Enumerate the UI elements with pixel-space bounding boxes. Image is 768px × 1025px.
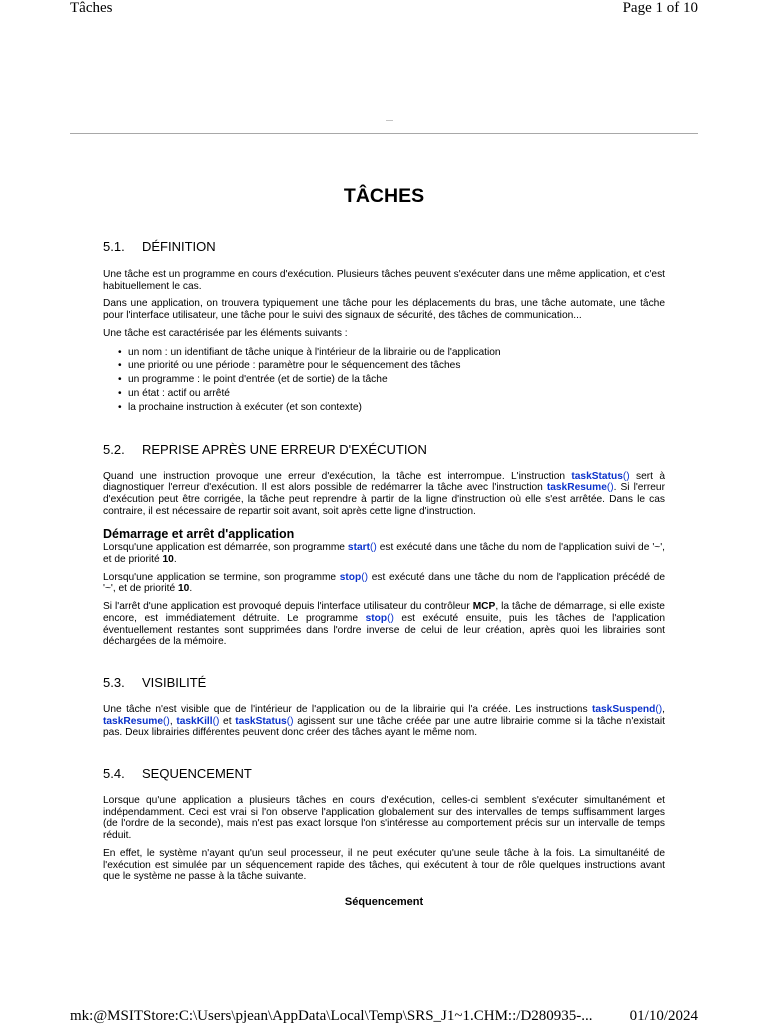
- section-title: SEQUENCEMENT: [142, 766, 252, 782]
- list-item: • la prochaine instruction à exécuter (et son contexte): [118, 401, 362, 413]
- print-header-page-number: Page 1 of 10: [622, 0, 698, 16]
- section-title: VISIBILITÉ: [142, 674, 207, 690]
- section-number: 5.4.: [103, 766, 125, 782]
- keyword-link[interactable]: taskSuspend: [591, 703, 656, 715]
- paragraph: Lorsqu'une application se termine, son programme stop() est exécuté dans une tâche du nom de l'application précédé de '~', et de priorité 10.: [103, 571, 665, 595]
- keyword-link[interactable]: stop: [365, 612, 388, 624]
- paragraph: Lorsqu'une application est démarrée, son programme start() est exécuté dans une tâche du nom de l'application suivi de '~', et de priorité 10.: [103, 542, 665, 566]
- paragraph: Dans une application, on trouvera typiquement une tâche pour les déplacements du bras, une tâche automate, une tâche pour l'interface utilisateur, une tâche pour le suivi des signaux de sécurité, des tâches de communication...: [103, 298, 665, 322]
- paragraph: Une tâche n'est visible que de l'intérieur de l'application ou de la librairie qui l'a créée. Les instructions taskSuspend(), taskResume(), taskKill() et taskStatus() agissent sur une tâche créée par une autre librairie comme si la tâche n'existait pas. Deux librairies différentes peuvent donc créer des tâches ayant le même nom.: [103, 703, 665, 739]
- paragraph: Lorsque qu'une application a plusieurs tâches en cours d'exécution, celles-ci semblent s'exécuter simultanément et indépendamment. Ceci est vrai si l'on observe l'application globalement sur des intervalles de temps suffisamment larges (de l'ordre de la seconde), mais n'est pas exact lorsque l'on s'intéresse au comportement précis sur un intervalle de temps réduit.: [103, 795, 665, 842]
- bullet: •: [118, 346, 122, 358]
- print-footer-url: mk:@MSITStore:C:\Users\pjean\AppData\Local\Temp\SRS_J1~1.CHM::/D280935-...: [70, 1008, 593, 1024]
- bullet: •: [118, 360, 122, 372]
- bullet: •: [118, 401, 122, 413]
- section-number: 5.1.: [103, 239, 125, 254]
- figure-caption: Séquencement: [344, 895, 424, 908]
- document-body: [103, 183, 665, 909]
- list-item: • un programme : le point d'entrée (et de sortie) de la tâche: [118, 374, 388, 386]
- print-footer-date: 01/10/2024: [629, 1008, 698, 1024]
- section-number: 5.3.: [103, 674, 125, 690]
- section-title: DÉFINITION: [142, 239, 216, 254]
- paragraph: En effet, le système n'ayant qu'un seul processeur, il ne peut exécuter qu'une seule tâche à la fois. La simultanéité de l'exécution est simulée par un séquencement rapide des tâches, qui exécutent à tour de rôle quelques instructions avant que le système ne passe à la tâche suivante.: [103, 847, 665, 883]
- page-title: TÂCHES: [343, 185, 425, 207]
- section-heading-reprise: [103, 442, 665, 458]
- keyword-link[interactable]: taskStatus: [235, 715, 287, 727]
- subheading: Démarrage et arrêt d'application: [103, 527, 295, 542]
- keyword-link[interactable]: start: [347, 542, 370, 554]
- keyword-link[interactable]: taskResume: [103, 715, 164, 727]
- paragraph: Une tâche est un programme en cours d'exécution. Plusieurs tâches peuvent s'exécuter dans une même application, et c'est habituellement le cas.: [103, 269, 665, 292]
- section-heading-visibilite: [103, 675, 665, 691]
- keyword-link[interactable]: taskStatus: [571, 470, 623, 482]
- paragraph: Une tâche est caractérisée par les éléments suivants :: [103, 327, 348, 339]
- keyword-link[interactable]: stop: [339, 571, 362, 583]
- section-heading-definition: [103, 239, 665, 255]
- list-item: • un nom : un identifiant de tâche unique à l'intérieur de la librairie ou de l'application: [118, 346, 501, 358]
- bullet: •: [118, 374, 122, 386]
- list-item: • une priorité ou une période : paramètre pour le séquencement des tâches: [118, 360, 461, 372]
- section-number: 5.2.: [103, 441, 125, 457]
- bullet: •: [118, 387, 122, 399]
- paragraph: Quand une instruction provoque une erreur d'exécution, la tâche est interrompue. L'instruction taskStatus() sert à diagnostiquer l'erreur d'exécution. Il est alors possible de redémarrer la tâche avec l'instruction taskResume(). Si l'erreur d'exécution peut être corrigée, la tâche peut reprendre à partir de la ligne d'instruction où elle s'est arrêtée. Dans le cas contraire, il est nécessaire de repartir soit avant, soit après cette ligne d'instruction.: [103, 470, 665, 517]
- list-item: • un état : actif ou arrêté: [118, 387, 230, 399]
- top-divider: [70, 133, 698, 134]
- keyword-link[interactable]: taskResume: [546, 482, 607, 494]
- characteristics-list: [103, 346, 665, 415]
- section-title: REPRISE APRÈS UNE ERREUR D'EXÉCUTION: [142, 441, 427, 457]
- paragraph: Si l'arrêt d'une application est provoqué depuis l'interface utilisateur du contrôleur MCP, la tâche de démarrage, si elle existe encore, est immédiatement détruite. Le programme stop() est exécuté ensuite, puis les tâches de l'application éventuellement restantes sont supprimées dans l'ordre inverse de celui de leur création, après quoi les librairies sont déchargées de la mémoire.: [103, 601, 665, 648]
- section-heading-sequencement: [103, 766, 665, 782]
- top-mark: —: [386, 117, 393, 124]
- keyword-link[interactable]: taskKill: [176, 715, 213, 727]
- print-header-title: Tâches: [70, 0, 113, 16]
